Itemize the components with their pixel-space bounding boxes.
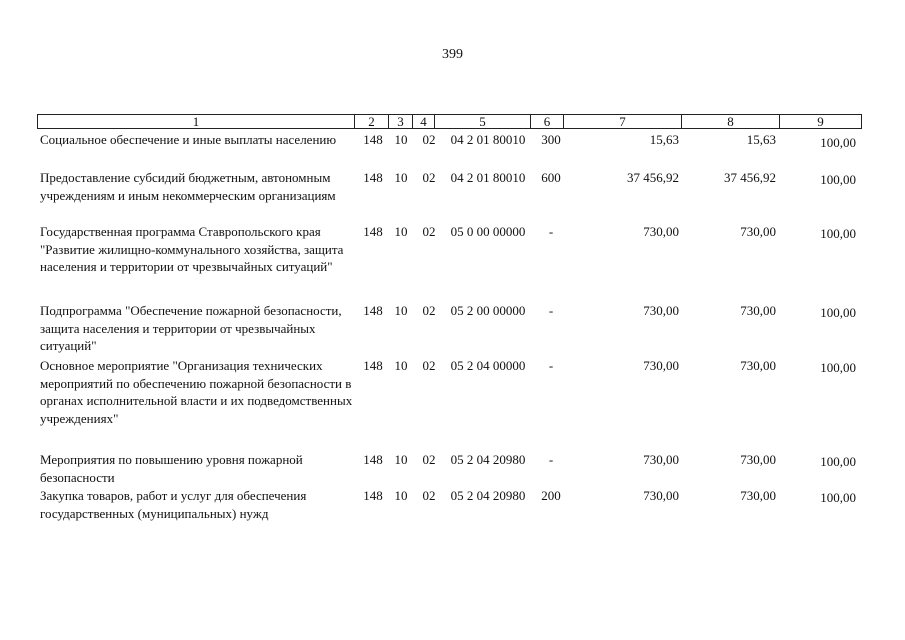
row-description: Государственная программа Ставропольского края "Развитие жилищно-коммунального хозяйства, защита населения и территории от чрезвычайных ситуаций": [40, 224, 344, 274]
header-col-9: 9: [817, 114, 824, 129]
row-col-4: 02: [422, 358, 436, 373]
page-number: 399: [442, 47, 463, 62]
row-col-2: 148: [363, 358, 383, 373]
row-col-3: 10: [394, 488, 408, 503]
row-col-6: 600: [541, 170, 561, 185]
row-col-8: 730,00: [740, 358, 776, 373]
row-col-2: 148: [363, 303, 383, 318]
row-col-6: -: [548, 224, 554, 239]
row-col-8: 730,00: [740, 488, 776, 503]
row-col-6: 200: [541, 488, 561, 503]
row-col-3: 10: [394, 224, 408, 239]
row-col-9: 100,00: [820, 454, 856, 469]
header-col-2: 2: [355, 115, 389, 128]
header-col-1: 1: [38, 115, 355, 128]
row-col-5: 04 2 01 80010: [450, 132, 526, 147]
row-col-6: -: [548, 303, 554, 318]
header-col-3: 3: [389, 115, 413, 128]
row-col-5: 05 2 04 20980: [450, 452, 526, 467]
row-col-2: 148: [363, 170, 383, 185]
row-col-3: 10: [394, 170, 408, 185]
row-col-2: 148: [363, 132, 383, 147]
row-col-2: 148: [363, 452, 383, 467]
header-col-6: 6: [531, 115, 564, 128]
row-col-9: 100,00: [820, 226, 856, 241]
header-col-7: 7: [564, 115, 682, 128]
row-col-8: 37 456,92: [724, 170, 776, 185]
row-description: Мероприятия по повышению уровня пожарной безопасности: [40, 452, 303, 485]
row-col-4: 02: [422, 488, 436, 503]
row-col-4: 02: [422, 132, 436, 147]
row-col-6: -: [548, 452, 554, 467]
row-description: Основное мероприятие "Организация технических мероприятий по обеспечению пожарной безопасности в органах исполнительной власти и их подведомственных учреждениях": [40, 358, 353, 426]
row-col-7: 730,00: [643, 224, 679, 239]
header-col-4: 4: [413, 115, 435, 128]
row-col-8: 730,00: [740, 303, 776, 318]
row-col-4: 02: [422, 303, 436, 318]
row-col-7: 15,63: [649, 132, 679, 147]
row-col-5: 04 2 01 80010: [450, 170, 526, 185]
row-description: Закупка товаров, работ и услуг для обеспечения государственных (муниципальных) нужд: [40, 488, 307, 521]
row-col-7: 730,00: [643, 488, 679, 503]
row-col-7: 730,00: [643, 358, 679, 373]
row-col-3: 10: [394, 452, 408, 467]
row-col-5: 05 2 00 00000: [450, 303, 526, 318]
row-col-8: 730,00: [740, 452, 776, 467]
row-description: Социальное обеспечение и иные выплаты населению: [40, 132, 337, 147]
row-description: Подпрограмма "Обеспечение пожарной безопасности, защита населения и территории от чрезвычайных ситуаций": [40, 303, 342, 353]
row-col-9: 100,00: [820, 172, 856, 187]
header-col-8: 8: [682, 115, 780, 128]
table-header: [37, 114, 862, 129]
row-col-4: 02: [422, 170, 436, 185]
row-col-8: 730,00: [740, 224, 776, 239]
row-col-9: 100,00: [820, 135, 856, 150]
row-col-7: 730,00: [643, 452, 679, 467]
row-description: Предоставление субсидий бюджетным, автономным учреждениям и иным некоммерческим организациям: [40, 170, 336, 203]
row-col-6: -: [548, 358, 554, 373]
row-col-3: 10: [394, 132, 408, 147]
row-col-2: 148: [363, 224, 383, 239]
row-col-5: 05 0 00 00000: [450, 224, 526, 239]
row-col-5: 05 2 04 00000: [450, 358, 526, 373]
header-col-5: 5: [435, 115, 531, 128]
row-col-4: 02: [422, 452, 436, 467]
row-col-3: 10: [394, 358, 408, 373]
row-col-2: 148: [363, 488, 383, 503]
row-col-6: 300: [541, 132, 561, 147]
row-col-5: 05 2 04 20980: [450, 488, 526, 503]
row-col-8: 15,63: [746, 132, 776, 147]
row-col-7: 37 456,92: [627, 170, 679, 185]
row-col-3: 10: [394, 303, 408, 318]
row-col-7: 730,00: [643, 303, 679, 318]
row-col-9: 100,00: [820, 360, 856, 375]
row-col-4: 02: [422, 224, 436, 239]
row-col-9: 100,00: [820, 490, 856, 505]
row-col-9: 100,00: [820, 305, 856, 320]
